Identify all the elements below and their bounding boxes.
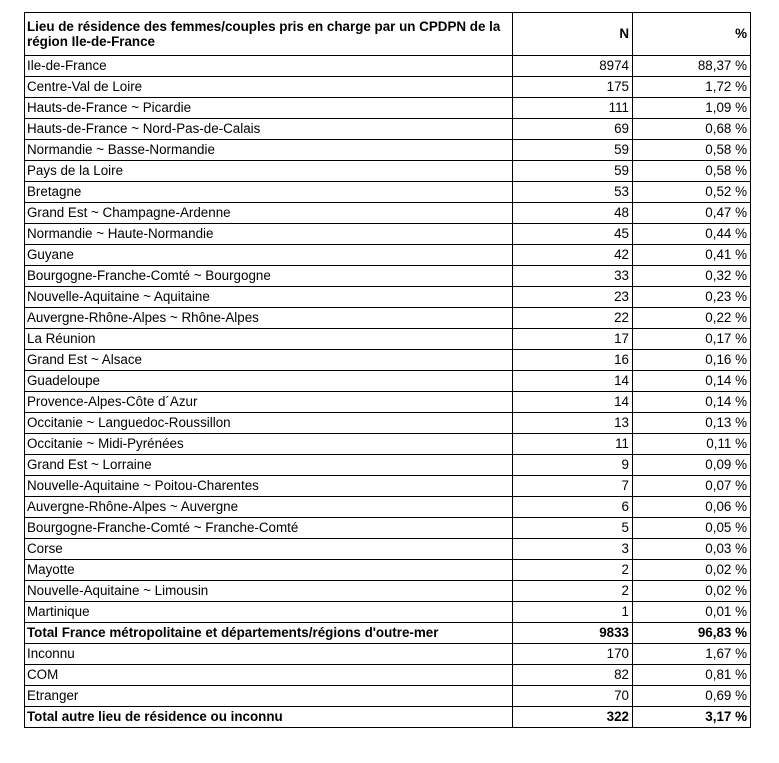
row-label: Auvergne-Rhône-Alpes ~ Rhône-Alpes	[25, 308, 513, 329]
table-row	[25, 539, 751, 560]
table-row	[25, 602, 751, 623]
row-label: Pays de la Loire	[25, 161, 513, 182]
row-count: 17	[513, 329, 633, 350]
row-label: Ile-de-France	[25, 56, 513, 77]
row-percent: 1,67 %	[633, 644, 751, 665]
row-percent: 0,17 %	[633, 329, 751, 350]
row-label: Bretagne	[25, 182, 513, 203]
row-count: 16	[513, 350, 633, 371]
row-percent: 0,41 %	[633, 245, 751, 266]
row-percent: 0,09 %	[633, 455, 751, 476]
header-row	[25, 13, 751, 56]
table-row	[25, 140, 751, 161]
table-row	[25, 455, 751, 476]
table-row	[25, 161, 751, 182]
row-label: Hauts-de-France ~ Picardie	[25, 98, 513, 119]
row-label: Normandie ~ Haute-Normandie	[25, 224, 513, 245]
row-label: Guadeloupe	[25, 371, 513, 392]
row-label: Grand Est ~ Champagne-Ardenne	[25, 203, 513, 224]
row-count: 14	[513, 371, 633, 392]
table-row	[25, 644, 751, 665]
table-row	[25, 224, 751, 245]
row-label: Total autre lieu de résidence ou inconnu	[25, 707, 513, 728]
row-percent: 0,81 %	[633, 665, 751, 686]
table-row	[25, 329, 751, 350]
row-count: 3	[513, 539, 633, 560]
row-label: Provence-Alpes-Côte d´Azur	[25, 392, 513, 413]
row-count: 14	[513, 392, 633, 413]
row-count: 9	[513, 455, 633, 476]
row-percent: 0,13 %	[633, 413, 751, 434]
row-label: COM	[25, 665, 513, 686]
row-label: Grand Est ~ Alsace	[25, 350, 513, 371]
table-row	[25, 371, 751, 392]
row-percent: 0,47 %	[633, 203, 751, 224]
table-total-row	[25, 707, 751, 728]
row-label: Bourgogne-Franche-Comté ~ Bourgogne	[25, 266, 513, 287]
table-row	[25, 350, 751, 371]
table-header	[25, 13, 751, 56]
row-label: Grand Est ~ Lorraine	[25, 455, 513, 476]
header-label: Lieu de résidence des femmes/couples pris en charge par un CPDPN de la région Ile-de-France	[25, 13, 513, 56]
table-row	[25, 245, 751, 266]
table-row	[25, 203, 751, 224]
row-count: 111	[513, 98, 633, 119]
row-count: 53	[513, 182, 633, 203]
table-body	[25, 56, 751, 728]
row-label: Etranger	[25, 686, 513, 707]
row-count: 48	[513, 203, 633, 224]
row-label: La Réunion	[25, 329, 513, 350]
row-label: Bourgogne-Franche-Comté ~ Franche-Comté	[25, 518, 513, 539]
row-percent: 3,17 %	[633, 707, 751, 728]
row-percent: 0,44 %	[633, 224, 751, 245]
row-count: 42	[513, 245, 633, 266]
row-count: 82	[513, 665, 633, 686]
row-percent: 0,02 %	[633, 581, 751, 602]
table-row	[25, 581, 751, 602]
table-row	[25, 518, 751, 539]
row-count: 69	[513, 119, 633, 140]
row-count: 22	[513, 308, 633, 329]
table-row	[25, 287, 751, 308]
row-percent: 0,23 %	[633, 287, 751, 308]
row-percent: 0,58 %	[633, 140, 751, 161]
row-percent: 0,07 %	[633, 476, 751, 497]
row-percent: 1,72 %	[633, 77, 751, 98]
row-count: 175	[513, 77, 633, 98]
row-count: 59	[513, 161, 633, 182]
table-total-row	[25, 623, 751, 644]
row-count: 170	[513, 644, 633, 665]
header-pct: %	[633, 13, 751, 56]
row-count: 2	[513, 560, 633, 581]
row-label: Nouvelle-Aquitaine ~ Limousin	[25, 581, 513, 602]
row-percent: 0,22 %	[633, 308, 751, 329]
row-percent: 0,02 %	[633, 560, 751, 581]
row-label: Auvergne-Rhône-Alpes ~ Auvergne	[25, 497, 513, 518]
row-count: 70	[513, 686, 633, 707]
row-count: 7	[513, 476, 633, 497]
table-row	[25, 497, 751, 518]
row-count: 1	[513, 602, 633, 623]
row-percent: 0,69 %	[633, 686, 751, 707]
row-count: 8974	[513, 56, 633, 77]
table-row	[25, 182, 751, 203]
row-percent: 0,01 %	[633, 602, 751, 623]
row-label: Centre-Val de Loire	[25, 77, 513, 98]
table-row	[25, 392, 751, 413]
table-row	[25, 266, 751, 287]
row-label: Occitanie ~ Languedoc-Roussillon	[25, 413, 513, 434]
table-row	[25, 308, 751, 329]
row-label: Hauts-de-France ~ Nord-Pas-de-Calais	[25, 119, 513, 140]
row-percent: 0,06 %	[633, 497, 751, 518]
row-count: 13	[513, 413, 633, 434]
row-percent: 1,09 %	[633, 98, 751, 119]
row-label: Occitanie ~ Midi-Pyrénées	[25, 434, 513, 455]
row-percent: 0,52 %	[633, 182, 751, 203]
row-count: 45	[513, 224, 633, 245]
row-percent: 0,14 %	[633, 392, 751, 413]
row-label: Nouvelle-Aquitaine ~ Aquitaine	[25, 287, 513, 308]
row-count: 23	[513, 287, 633, 308]
table-row	[25, 665, 751, 686]
row-label: Martinique	[25, 602, 513, 623]
row-count: 2	[513, 581, 633, 602]
table-row	[25, 560, 751, 581]
row-percent: 0,14 %	[633, 371, 751, 392]
table-row	[25, 98, 751, 119]
table-row	[25, 476, 751, 497]
row-count: 5	[513, 518, 633, 539]
row-label: Mayotte	[25, 560, 513, 581]
row-percent: 0,68 %	[633, 119, 751, 140]
row-count: 11	[513, 434, 633, 455]
row-count: 33	[513, 266, 633, 287]
row-label: Normandie ~ Basse-Normandie	[25, 140, 513, 161]
row-percent: 0,58 %	[633, 161, 751, 182]
table-row	[25, 77, 751, 98]
row-label: Guyane	[25, 245, 513, 266]
table-row	[25, 434, 751, 455]
table-row	[25, 413, 751, 434]
table-row	[25, 686, 751, 707]
table-row	[25, 119, 751, 140]
table-row	[25, 56, 751, 77]
row-percent: 0,11 %	[633, 434, 751, 455]
row-count: 322	[513, 707, 633, 728]
row-percent: 0,03 %	[633, 539, 751, 560]
row-percent: 96,83 %	[633, 623, 751, 644]
row-percent: 0,32 %	[633, 266, 751, 287]
row-percent: 88,37 %	[633, 56, 751, 77]
row-label: Nouvelle-Aquitaine ~ Poitou-Charentes	[25, 476, 513, 497]
header-n: N	[513, 13, 633, 56]
row-count: 59	[513, 140, 633, 161]
row-percent: 0,16 %	[633, 350, 751, 371]
row-label: Corse	[25, 539, 513, 560]
row-percent: 0,05 %	[633, 518, 751, 539]
row-label: Inconnu	[25, 644, 513, 665]
row-count: 6	[513, 497, 633, 518]
row-count: 9833	[513, 623, 633, 644]
row-label: Total France métropolitaine et départements/régions d'outre-mer	[25, 623, 513, 644]
residence-table	[24, 12, 751, 728]
